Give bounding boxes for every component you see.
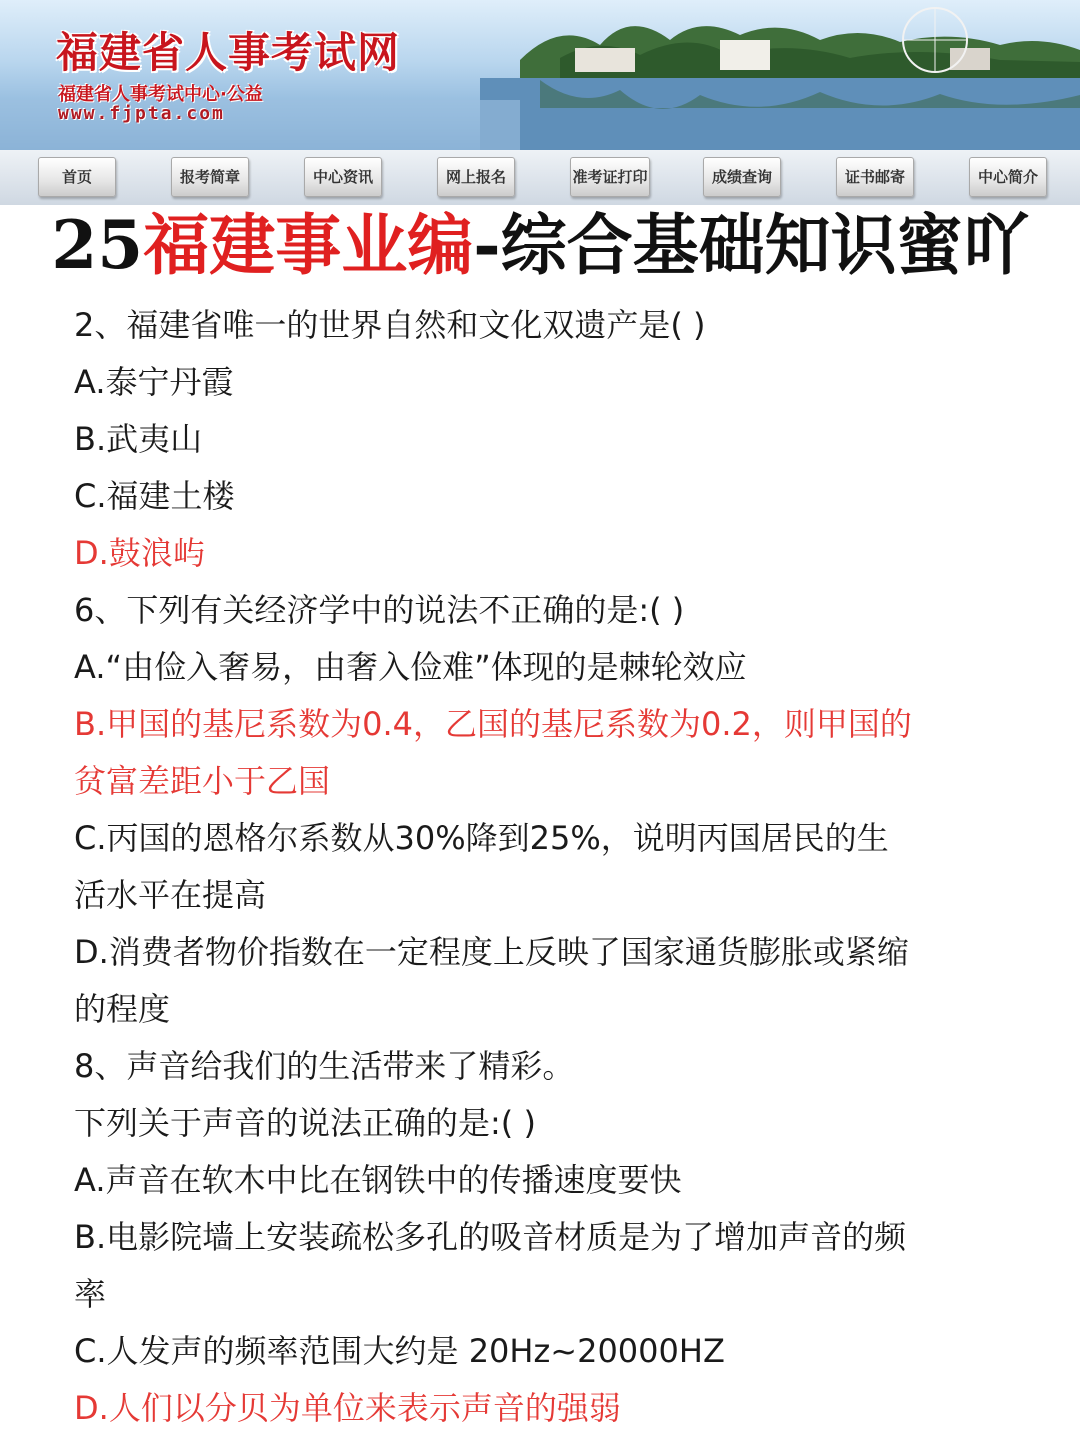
- question-2-stem: 2、福建省唯一的世界自然和文化双遗产是( ): [74, 306, 706, 344]
- question-2-option-d: D.鼓浪屿: [74, 534, 205, 572]
- nav-home-button[interactable]: 首页: [38, 157, 116, 197]
- title-prefix: 25: [51, 206, 144, 284]
- nav-certificate-mail-button[interactable]: 证书邮寄: [836, 157, 914, 197]
- page-title: [0, 207, 1080, 283]
- question-8-option-b: B.电影院墙上安装疏松多孔的吸音材质是为了增加声音的频: [74, 1218, 907, 1256]
- question-2-option-b: B.武夷山: [74, 420, 203, 458]
- nav-admission-ticket-button[interactable]: 准考证打印: [570, 157, 650, 197]
- site-url: www.fjpta.com: [58, 103, 225, 124]
- question-8-option-c: C.人发声的频率范围大约是 20Hz~20000HZ: [74, 1332, 725, 1370]
- question-6-option-d: D.消费者物价指数在一定程度上反映了国家通货膨胀或紧缩: [74, 933, 909, 971]
- question-8-prompt: 下列关于声音的说法正确的是:( ): [74, 1104, 536, 1142]
- question-6-option-c: C.丙国的恩格尔系数从30%降到25%，说明丙国居民的生: [74, 819, 889, 857]
- title-highlight: 福建事业编: [143, 206, 474, 284]
- question-8-option-a: A.声音在软木中比在钢铁中的传播速度要快: [74, 1161, 682, 1199]
- nav-registration-guide-button[interactable]: 报考简章: [171, 157, 249, 197]
- question-8-stem: 8、声音给我们的生活带来了精彩。: [74, 1047, 575, 1085]
- title-suffix: -综合基础知识蜜吖: [473, 206, 1029, 284]
- site-logo-subtitle: 福建省人事考试中心·公益: [58, 84, 263, 105]
- question-list: [74, 297, 1014, 1437]
- question-2-option-c: C.福建土楼: [74, 477, 235, 515]
- question-6-option-c-cont: 活水平在提高: [74, 876, 267, 914]
- question-6-option-b-cont: 贫富差距小于乙国: [74, 762, 331, 800]
- question-8-option-b-cont: 率: [74, 1275, 107, 1313]
- question-8-option-d: D.人们以分贝为单位来表示声音的强弱: [74, 1389, 621, 1427]
- nav-score-query-button[interactable]: 成绩查询: [703, 157, 781, 197]
- nav-about-button[interactable]: 中心简介: [969, 157, 1047, 197]
- site-banner: [0, 0, 1080, 205]
- question-6-option-d-cont: 的程度: [74, 990, 171, 1028]
- question-2-option-a: A.泰宁丹霞: [74, 363, 234, 401]
- nav-bar: [0, 150, 1080, 205]
- question-6-option-a: A.“由俭入奢易，由奢入俭难”体现的是棘轮效应: [74, 648, 747, 686]
- question-6-stem: 6、下列有关经济学中的说法不正确的是:( ): [74, 591, 685, 629]
- site-logo-title: 福建省人事考试网: [56, 28, 401, 77]
- nav-online-registration-button[interactable]: 网上报名: [437, 157, 515, 197]
- nav-news-button[interactable]: 中心资讯: [304, 157, 382, 197]
- question-6-option-b: B.甲国的基尼系数为0.4，乙国的基尼系数为0.2，则甲国的: [74, 705, 912, 743]
